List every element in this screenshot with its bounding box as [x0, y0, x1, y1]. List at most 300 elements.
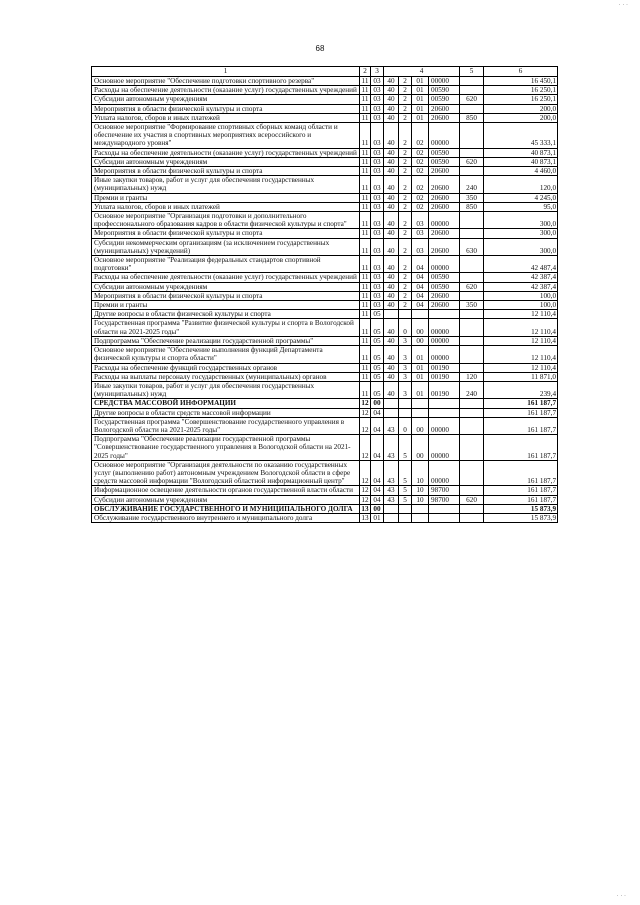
row-event-code: 10 [412, 460, 429, 486]
row-expense-type [460, 77, 484, 86]
row-direction-code: 00590 [429, 273, 460, 282]
row-amount: 42 487,4 [484, 256, 558, 273]
page-number: 68 [315, 44, 325, 53]
row-subprogram-code: 2 [399, 86, 412, 95]
row-amount: 161 187,7 [484, 399, 558, 408]
row-description: Субсидии некоммерческим организациям (за исключением государственных (муниципальных) учреждений) [92, 238, 360, 255]
row-subprogram-code: 3 [399, 346, 412, 363]
row-direction-code: 00000 [429, 212, 460, 229]
table-row [92, 167, 558, 176]
row-event-code: 04 [412, 256, 429, 273]
row-event-code: 02 [412, 157, 429, 166]
row-direction-code: 00000 [429, 460, 460, 486]
row-amount: 300,0 [484, 212, 558, 229]
row-subsection-code: 03 [371, 86, 384, 95]
row-event-code: 00 [412, 336, 429, 345]
row-subsection-code: 03 [371, 273, 384, 282]
row-direction-code: 20600 [429, 193, 460, 202]
table-row [92, 193, 558, 202]
row-subsection-code: 03 [371, 113, 384, 122]
row-subsection-code: 03 [371, 157, 384, 166]
row-direction-code: 00000 [429, 77, 460, 86]
row-section-code: 11 [360, 282, 371, 291]
row-section-code: 11 [360, 212, 371, 229]
row-subprogram-code: 2 [399, 77, 412, 86]
row-description: Мероприятия в области физической культуры и спорта [92, 229, 360, 238]
row-direction-code: 98700 [429, 486, 460, 495]
row-expense-type: 850 [460, 113, 484, 122]
header-col-2: 2 [360, 67, 371, 77]
row-direction-code: 00000 [429, 256, 460, 273]
row-description: Основное мероприятие "Обеспечение выполнения функций Департамента физической культуры и спорта области" [92, 346, 360, 363]
row-amount: 42 387,4 [484, 273, 558, 282]
row-subsection-code: 03 [371, 193, 384, 202]
row-direction-code: 00000 [429, 336, 460, 345]
row-expense-type: 620 [460, 95, 484, 104]
row-program-code: 40 [384, 229, 399, 238]
row-subsection-code: 05 [371, 363, 384, 372]
row-event-code [412, 310, 429, 319]
row-direction-code: 00000 [429, 319, 460, 336]
row-subsection-code: 05 [371, 381, 384, 398]
row-event-code: 01 [412, 372, 429, 381]
row-event-code: 04 [412, 282, 429, 291]
row-expense-type [460, 104, 484, 113]
row-subprogram-code: 2 [399, 95, 412, 104]
row-subsection-code: 03 [371, 238, 384, 255]
budget-table [91, 66, 558, 523]
row-expense-type [460, 408, 484, 417]
row-section-code: 11 [360, 77, 371, 86]
row-program-code: 40 [384, 202, 399, 211]
row-event-code: 04 [412, 291, 429, 300]
row-program-code: 40 [384, 363, 399, 372]
row-section-code: 12 [361, 495, 369, 504]
row-expense-type [460, 86, 484, 95]
row-subsection-code: 03 [371, 176, 384, 193]
row-subsection-code: 04 [371, 435, 384, 461]
row-amount: 100,0 [484, 301, 558, 310]
row-section-code: 11 [360, 229, 371, 238]
row-description: СРЕДСТВА МАССОВОЙ ИНФОРМАЦИИ [92, 399, 360, 408]
row-description: Расходы на выплаты персоналу государственных (муниципальных) органов [92, 372, 360, 381]
row-program-code: 43 [384, 460, 399, 486]
row-event-code [412, 399, 429, 408]
row-description: Расходы на обеспечение функций государственных органов [92, 363, 360, 372]
row-subsection-code: 04 [371, 486, 384, 495]
table-row [92, 336, 558, 345]
row-section-code: 12 [361, 486, 369, 495]
row-program-code: 43 [384, 417, 399, 434]
row-subprogram-code: 2 [399, 212, 412, 229]
row-description: Основное мероприятие "Формирование спортивных сборных команд области и обеспечение их участия в спортивных мероприятиях всероссийского и международного уровня" [92, 123, 360, 149]
row-direction-code: 20600 [429, 238, 460, 255]
table-row [92, 212, 558, 229]
row-event-code: 10 [412, 486, 429, 495]
row-amount: 4 460,0 [484, 167, 558, 176]
row-expense-type [460, 229, 484, 238]
row-section-code: 12 [361, 408, 369, 417]
row-event-code: 04 [412, 273, 429, 282]
row-subprogram-code: 2 [399, 291, 412, 300]
row-expense-type [460, 123, 484, 149]
row-program-code: 43 [384, 435, 399, 461]
row-event-code: 01 [412, 381, 429, 398]
row-program-code: 40 [384, 282, 399, 291]
row-expense-type: 620 [460, 282, 484, 291]
table-row [92, 417, 558, 434]
row-program-code: 40 [384, 336, 399, 345]
row-event-code: 02 [412, 193, 429, 202]
row-program-code: 40 [384, 167, 399, 176]
row-direction-code: 20600 [429, 229, 460, 238]
table-row [92, 273, 558, 282]
header-col-4: 4 [384, 67, 460, 77]
table-row [92, 301, 558, 310]
row-event-code: 01 [412, 113, 429, 122]
row-description: Другие вопросы в области физической культуры и спорта [92, 310, 360, 319]
row-subprogram-code: 2 [399, 123, 412, 149]
row-program-code: 40 [384, 256, 399, 273]
row-amount: 161 187,7 [484, 408, 558, 417]
row-amount: 200,0 [484, 113, 558, 122]
row-event-code: 03 [412, 238, 429, 255]
row-event-code [412, 504, 429, 513]
row-subprogram-code: 2 [399, 148, 412, 157]
row-subprogram-code: 3 [399, 363, 412, 372]
row-description: Мероприятия в области физической культуры и спорта [92, 167, 360, 176]
row-section-code: 11 [360, 256, 371, 273]
row-subprogram-code: 5 [399, 460, 412, 486]
row-event-code: 01 [412, 104, 429, 113]
row-program-code: 40 [384, 238, 399, 255]
row-event-code: 01 [412, 95, 429, 104]
row-subsection-code: 05 [371, 310, 384, 319]
table-row [92, 113, 558, 122]
row-section-code: 13 [361, 513, 369, 522]
row-direction-code: 20600 [429, 113, 460, 122]
row-expense-type [460, 310, 484, 319]
row-description: ОБСЛУЖИВАНИЕ ГОСУДАРСТВЕННОГО И МУНИЦИПАЛЬНОГО ДОЛГА [92, 504, 360, 513]
row-direction-code [429, 408, 460, 417]
row-subprogram-code: 3 [399, 372, 412, 381]
row-program-code [384, 504, 399, 513]
row-section-code: 11 [360, 95, 371, 104]
row-section-code: 13 [361, 504, 369, 513]
row-expense-type [460, 336, 484, 345]
row-event-code: 04 [412, 301, 429, 310]
table-row [92, 123, 558, 149]
row-program-code: 43 [384, 495, 399, 504]
table-row [92, 435, 558, 461]
row-subsection-code: 00 [371, 504, 384, 513]
row-event-code: 10 [412, 495, 429, 504]
row-event-code: 02 [412, 148, 429, 157]
row-description: Мероприятия в области физической культуры и спорта [92, 291, 360, 300]
row-description: Основное мероприятие "Организация деятельности по оказанию государственных услуг (выполнению работ) автономным учреждением Вологодской области в сфере средств массовой информации "Вологодский областной информационный центр" [92, 460, 360, 486]
table-row [92, 408, 558, 417]
row-direction-code: 00190 [429, 363, 460, 372]
row-program-code: 40 [384, 319, 399, 336]
table-row [92, 486, 558, 495]
row-subsection-code: 03 [371, 95, 384, 104]
row-expense-type [460, 291, 484, 300]
row-program-code: 40 [384, 95, 399, 104]
row-amount: 16 250,1 [484, 95, 558, 104]
row-amount: 11 871,0 [484, 372, 558, 381]
row-program-code: 40 [384, 381, 399, 398]
row-subprogram-code: 0 [399, 319, 412, 336]
row-amount: 100,0 [484, 291, 558, 300]
row-subprogram-code: 2 [399, 157, 412, 166]
header-col-3: 3 [371, 67, 384, 77]
row-program-code [384, 408, 399, 417]
table-row [92, 291, 558, 300]
row-section-code: 12 [360, 417, 371, 434]
row-subsection-code: 03 [371, 123, 384, 149]
row-description: Государственная программа "Развитие физической культуры и спорта в Вологодской области на 2021-2025 годы" [92, 319, 360, 336]
row-direction-code: 20600 [429, 104, 460, 113]
row-section-code: 11 [360, 291, 371, 300]
table-row [92, 399, 558, 408]
row-expense-type: 620 [460, 495, 484, 504]
header-col-5: 5 [460, 67, 484, 77]
row-description: Подпрограмма "Обеспечение реализации государственной программы" [92, 336, 360, 345]
row-subprogram-code: 2 [399, 176, 412, 193]
row-subprogram-code: 2 [399, 167, 412, 176]
row-description: Иные закупки товаров, работ и услуг для обеспечения государственных (муниципальных) нужд [92, 381, 360, 398]
row-expense-type [460, 486, 484, 495]
row-subprogram-code: 2 [399, 256, 412, 273]
row-amount: 12 110,4 [484, 346, 558, 363]
row-amount: 12 110,4 [484, 336, 558, 345]
row-subsection-code: 05 [371, 372, 384, 381]
row-amount: 16 250,1 [484, 86, 558, 95]
row-direction-code: 20600 [429, 176, 460, 193]
row-section-code: 11 [360, 167, 371, 176]
row-subprogram-code [399, 310, 412, 319]
row-amount: 161 187,7 [484, 417, 558, 434]
row-subsection-code: 03 [371, 301, 384, 310]
table-row [92, 202, 558, 211]
row-program-code: 40 [384, 148, 399, 157]
row-description: Субсидии автономным учреждениям [92, 282, 360, 291]
table-header-row [92, 67, 558, 77]
row-amount: 161 187,7 [484, 460, 558, 486]
row-direction-code: 00590 [429, 157, 460, 166]
table-row [92, 229, 558, 238]
row-subprogram-code: 3 [399, 381, 412, 398]
row-subsection-code: 05 [371, 346, 384, 363]
row-description: Уплата налогов, сборов и иных платежей [92, 202, 360, 211]
row-expense-type: 240 [460, 176, 484, 193]
row-event-code: 02 [412, 123, 429, 149]
row-expense-type [460, 399, 484, 408]
row-subprogram-code: 2 [399, 113, 412, 122]
table-row [92, 104, 558, 113]
row-expense-type [460, 504, 484, 513]
row-direction-code [429, 504, 460, 513]
row-subsection-code: 04 [371, 408, 384, 417]
row-amount: 239,4 [484, 381, 558, 398]
row-subprogram-code: 2 [399, 238, 412, 255]
row-event-code: 02 [412, 202, 429, 211]
row-subsection-code: 03 [371, 104, 384, 113]
row-expense-type: 620 [460, 157, 484, 166]
row-direction-code: 00190 [429, 372, 460, 381]
row-expense-type [460, 148, 484, 157]
row-description: Основное мероприятие "Обеспечение подготовки спортивного резерва" [92, 77, 360, 86]
table-row [92, 86, 558, 95]
row-event-code: 01 [412, 86, 429, 95]
row-program-code [384, 513, 399, 522]
row-subsection-code: 04 [371, 460, 384, 486]
row-direction-code: 98700 [429, 495, 460, 504]
row-subsection-code: 03 [371, 202, 384, 211]
row-subprogram-code: 2 [399, 229, 412, 238]
row-subprogram-code [399, 513, 412, 522]
row-section-code: 11 [360, 193, 371, 202]
row-section-code: 11 [360, 104, 371, 113]
row-amount: 40 873,1 [484, 157, 558, 166]
row-subsection-code: 05 [371, 319, 384, 336]
row-event-code: 01 [412, 363, 429, 372]
row-event-code: 02 [412, 176, 429, 193]
row-direction-code: 20600 [429, 301, 460, 310]
row-expense-type [460, 435, 484, 461]
row-subprogram-code [399, 504, 412, 513]
row-program-code: 40 [384, 157, 399, 166]
row-section-code: 11 [360, 113, 371, 122]
row-direction-code: 00000 [429, 346, 460, 363]
row-subsection-code: 03 [371, 167, 384, 176]
table-row [92, 157, 558, 166]
row-program-code: 43 [384, 486, 399, 495]
row-description: Расходы на обеспечение деятельности (оказание услуг) государственных учреждений [92, 86, 360, 95]
row-amount: 42 387,4 [484, 282, 558, 291]
row-event-code: 00 [412, 417, 429, 434]
row-expense-type [460, 273, 484, 282]
row-program-code: 40 [384, 301, 399, 310]
row-direction-code: 00590 [429, 95, 460, 104]
row-event-code: 03 [412, 229, 429, 238]
row-description: Расходы на обеспечение деятельности (оказание услуг) государственных учреждений [92, 273, 360, 282]
row-description: Информационное освещение деятельности органов государственной власти области [92, 486, 360, 495]
row-section-code: 12 [360, 435, 371, 461]
table-row [92, 77, 558, 86]
table-row [92, 310, 558, 319]
row-section-code: 11 [360, 336, 371, 345]
row-event-code: 03 [412, 212, 429, 229]
row-expense-type: 350 [460, 301, 484, 310]
row-description: Субсидии автономным учреждениям [92, 95, 360, 104]
row-section-code: 11 [360, 346, 371, 363]
row-program-code: 40 [384, 77, 399, 86]
table-row [92, 504, 558, 513]
row-direction-code: 00190 [429, 381, 460, 398]
row-amount: 95,0 [484, 202, 558, 211]
row-amount: 161 187,7 [484, 486, 558, 495]
header-col-1: 1 [92, 67, 360, 77]
row-subsection-code: 03 [371, 77, 384, 86]
row-subprogram-code: 5 [399, 486, 412, 495]
scan-mark-top: · · · [618, 2, 628, 8]
row-subprogram-code: 2 [399, 282, 412, 291]
row-subsection-code: 03 [371, 212, 384, 229]
row-expense-type [460, 417, 484, 434]
row-amount: 300,0 [484, 229, 558, 238]
row-expense-type: 350 [460, 193, 484, 202]
table-row [92, 460, 558, 486]
row-event-code: 02 [412, 167, 429, 176]
row-section-code: 12 [361, 399, 369, 408]
row-amount: 161 187,7 [484, 495, 558, 504]
row-direction-code: 00000 [429, 417, 460, 434]
row-description: Мероприятия в области физической культуры и спорта [92, 104, 360, 113]
row-description: Иные закупки товаров, работ и услуг для обеспечения государственных (муниципальных) нужд [92, 176, 360, 193]
row-program-code: 40 [384, 193, 399, 202]
table-row [92, 148, 558, 157]
row-expense-type [460, 167, 484, 176]
row-subprogram-code [399, 399, 412, 408]
row-expense-type [460, 513, 484, 522]
row-direction-code: 00590 [429, 86, 460, 95]
row-direction-code: 00590 [429, 282, 460, 291]
row-direction-code: 00000 [429, 435, 460, 461]
row-program-code: 40 [384, 176, 399, 193]
row-subprogram-code: 2 [399, 202, 412, 211]
table-row [92, 381, 558, 398]
row-section-code: 11 [360, 202, 371, 211]
row-subsection-code: 04 [371, 417, 384, 434]
row-subprogram-code: 2 [399, 193, 412, 202]
row-expense-type: 120 [460, 372, 484, 381]
row-expense-type: 850 [460, 202, 484, 211]
row-direction-code: 20600 [429, 291, 460, 300]
table-row [92, 95, 558, 104]
row-program-code: 40 [384, 104, 399, 113]
row-subsection-code: 04 [371, 495, 384, 504]
row-direction-code [429, 310, 460, 319]
row-section-code: 11 [360, 381, 371, 398]
row-direction-code [429, 513, 460, 522]
row-section-code: 12 [360, 460, 371, 486]
row-section-code: 11 [360, 372, 371, 381]
scan-mark-bottom: · · · [616, 893, 626, 899]
row-description: Основное мероприятие "Организация подготовки и дополнительного профессионального образования кадров в области физической культуры и спорта" [92, 212, 360, 229]
row-event-code: 00 [412, 435, 429, 461]
row-description: Подпрограмма "Обеспечение реализации государственной программы "Совершенствование государственного управления в Вологодской области на 2021-2025 годы" [92, 435, 360, 461]
row-program-code: 40 [384, 86, 399, 95]
table-row [92, 363, 558, 372]
table-row [92, 495, 558, 504]
row-subsection-code: 03 [371, 229, 384, 238]
row-direction-code: 00000 [429, 123, 460, 149]
row-amount: 12 110,4 [484, 363, 558, 372]
row-expense-type [460, 346, 484, 363]
table-row [92, 346, 558, 363]
row-amount: 161 187,7 [484, 435, 558, 461]
row-program-code: 40 [384, 113, 399, 122]
row-amount: 45 333,1 [484, 123, 558, 149]
row-amount: 40 873,1 [484, 148, 558, 157]
table-body [92, 77, 558, 523]
row-section-code: 11 [360, 310, 371, 319]
row-subsection-code: 00 [371, 399, 384, 408]
row-direction-code: 20600 [429, 202, 460, 211]
row-program-code: 40 [384, 123, 399, 149]
table-row [92, 319, 558, 336]
